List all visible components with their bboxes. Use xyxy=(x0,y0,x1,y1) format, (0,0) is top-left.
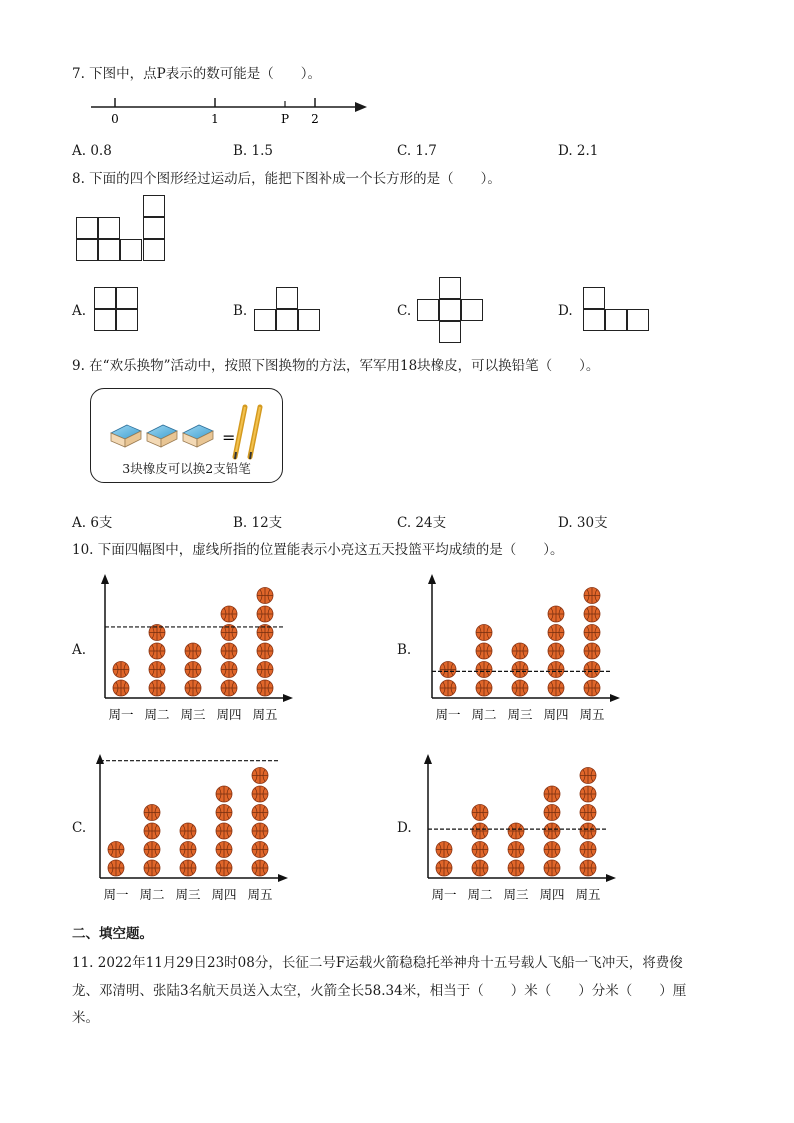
arrow-right-icon xyxy=(606,874,616,882)
basketball-icon xyxy=(548,606,564,622)
q10-stem: 10. 下面四幅图中，虚线所指的位置能表示小亮这五天投篮平均成绩的是（ ）。 xyxy=(72,542,564,558)
basketball-icon xyxy=(508,860,524,876)
q8-option-d-label[interactable]: D. xyxy=(558,303,573,319)
basketball-icon xyxy=(544,860,560,876)
day-label-2: 周二 xyxy=(144,707,170,722)
basketball-icon xyxy=(180,823,196,839)
basketball-icon xyxy=(221,643,237,659)
basketball-icon xyxy=(257,680,273,696)
eraser-icon xyxy=(183,425,213,447)
basketball-icon xyxy=(476,625,492,641)
basketball-icon xyxy=(257,643,273,659)
chart-d-label[interactable]: D. xyxy=(397,820,412,836)
basketball-icon xyxy=(108,842,124,858)
pencil-icon xyxy=(250,407,260,459)
day-label-3: 周三 xyxy=(180,707,206,722)
tick-1: 1 xyxy=(211,112,219,126)
day-label-3: 周三 xyxy=(507,707,533,722)
basketball-icon xyxy=(508,842,524,858)
q8-option-a-shape[interactable] xyxy=(94,287,138,331)
basketball-icon xyxy=(580,805,596,821)
basketball-icon xyxy=(216,842,232,858)
basketball-icon xyxy=(149,662,165,678)
day-label-5: 周五 xyxy=(252,707,278,722)
day-label-4: 周四 xyxy=(211,887,237,902)
basketball-icon xyxy=(512,643,528,659)
arrow-right-icon xyxy=(610,694,620,702)
basketball-icon xyxy=(252,823,268,839)
q7-number-line xyxy=(85,92,375,132)
basketball-icon xyxy=(221,606,237,622)
basketball-icon xyxy=(149,643,165,659)
arrow-up-icon xyxy=(96,754,104,764)
basketball-icon xyxy=(185,643,201,659)
arrow-right-icon xyxy=(355,102,367,112)
basketball-icon xyxy=(584,662,600,678)
basketball-icon xyxy=(548,625,564,641)
basketball-icon xyxy=(221,662,237,678)
basketball-icon xyxy=(584,680,600,696)
basketball-icon xyxy=(580,842,596,858)
arrow-right-icon xyxy=(278,874,288,882)
eraser-icon xyxy=(111,425,141,447)
basketball-icon xyxy=(144,805,160,821)
q9-stem: 9. 在“欢乐换物”活动中，按照下图换物的方法，军军用18块橡皮，可以换铅笔（ ）。 xyxy=(72,358,600,374)
basketball-icon xyxy=(544,786,560,802)
basketball-icon xyxy=(108,860,124,876)
eraser-icon xyxy=(147,425,177,447)
basketball-icon xyxy=(216,823,232,839)
basketball-icon xyxy=(548,643,564,659)
basketball-icon xyxy=(580,768,596,784)
tick-2: 2 xyxy=(311,112,319,126)
eraser-pencil-illustration xyxy=(105,403,270,461)
arrow-up-icon xyxy=(424,754,432,764)
tick-p: P xyxy=(280,112,290,126)
q8-option-c-label[interactable]: C. xyxy=(397,303,412,319)
basketball-icon xyxy=(476,662,492,678)
chart-c[interactable] xyxy=(90,750,300,910)
day-label-5: 周五 xyxy=(247,887,273,902)
q11-line-3: 米。 xyxy=(72,1010,99,1026)
q7-option-c[interactable]: C. 1.7 xyxy=(397,143,437,159)
basketball-icon xyxy=(440,662,456,678)
basketball-icon xyxy=(544,842,560,858)
basketball-icon xyxy=(472,823,488,839)
arrow-up-icon xyxy=(428,574,436,584)
q8-option-b-shape[interactable] xyxy=(254,287,322,331)
day-label-5: 周五 xyxy=(575,887,601,902)
day-label-2: 周二 xyxy=(139,887,165,902)
arrow-right-icon xyxy=(283,694,293,702)
basketball-icon xyxy=(584,588,600,604)
q11-line-2: 龙、邓清明、张陆3名航天员送入太空，火箭全长58.34米，相当于（ ）米（ ）分米（ ）厘 xyxy=(72,983,687,999)
section-title: 二、填空题。 xyxy=(72,926,153,942)
basketball-icon xyxy=(580,860,596,876)
basketball-icon xyxy=(476,643,492,659)
basketball-icon xyxy=(144,823,160,839)
basketball-icon xyxy=(544,805,560,821)
day-label-3: 周三 xyxy=(503,887,529,902)
basketball-icon xyxy=(508,823,524,839)
basketball-icon xyxy=(144,842,160,858)
q8-option-b-label[interactable]: B. xyxy=(233,303,248,319)
basketball-icon xyxy=(436,842,452,858)
day-label-2: 周二 xyxy=(467,887,493,902)
q11-line-1: 11. 2022年11月29日23时08分，长征二号F运载火箭稳稳托举神舟十五号载人飞船一飞冲天，将费俊 xyxy=(72,955,683,971)
basketball-icon xyxy=(512,662,528,678)
basketball-icon xyxy=(252,842,268,858)
chart-c-label[interactable]: C. xyxy=(72,820,87,836)
basketball-icon xyxy=(149,680,165,696)
day-label-1: 周一 xyxy=(103,887,129,902)
day-label-3: 周三 xyxy=(175,887,201,902)
q9-option-d[interactable]: D. 30支 xyxy=(558,515,608,531)
basketball-icon xyxy=(216,786,232,802)
basketball-icon xyxy=(584,643,600,659)
basketball-icon xyxy=(548,662,564,678)
day-label-2: 周二 xyxy=(471,707,497,722)
basketball-icon xyxy=(580,823,596,839)
q7-stem: 7. 下图中，点P表示的数可能是（ ）。 xyxy=(72,66,322,82)
basketball-icon xyxy=(180,842,196,858)
chart-a[interactable] xyxy=(95,570,305,730)
q7-option-b[interactable]: B. 1.5 xyxy=(233,143,273,159)
basketball-icon xyxy=(476,680,492,696)
basketball-icon xyxy=(221,680,237,696)
basketball-icon xyxy=(584,606,600,622)
tick-0: 0 xyxy=(111,112,119,126)
basketball-icon xyxy=(185,680,201,696)
basketball-icon xyxy=(257,588,273,604)
basketball-icon xyxy=(113,680,129,696)
q8-option-a-label[interactable]: A. xyxy=(72,303,87,319)
basketball-icon xyxy=(544,823,560,839)
q8-option-c-shape[interactable] xyxy=(417,277,485,343)
basketball-icon xyxy=(440,680,456,696)
q7-option-d[interactable]: D. 2.1 xyxy=(558,143,599,159)
basketball-icon xyxy=(144,860,160,876)
day-label-1: 周一 xyxy=(435,707,461,722)
chart-d[interactable] xyxy=(418,750,628,910)
basketball-icon xyxy=(180,860,196,876)
card-caption: 3块橡皮可以换2支铅笔 xyxy=(122,461,251,476)
q9-option-b[interactable]: B. 12支 xyxy=(233,515,283,531)
basketball-icon xyxy=(580,786,596,802)
basketball-icon xyxy=(472,860,488,876)
basketball-icon xyxy=(472,842,488,858)
basketball-icon xyxy=(584,625,600,641)
basketball-icon xyxy=(216,860,232,876)
q8-stem: 8. 下面的四个图形经过运动后，能把下图补成一个长方形的是（ ）。 xyxy=(72,171,501,187)
day-label-4: 周四 xyxy=(543,707,569,722)
pencil-icon xyxy=(235,407,245,459)
basketball-icon xyxy=(436,860,452,876)
basketball-icon xyxy=(512,680,528,696)
q8-option-d-shape[interactable] xyxy=(583,287,651,331)
basketball-icon xyxy=(257,662,273,678)
basketball-icon xyxy=(252,786,268,802)
chart-a-label[interactable]: A. xyxy=(72,642,87,658)
basketball-icon xyxy=(216,805,232,821)
equals-sign: = xyxy=(222,428,236,447)
basketball-icon xyxy=(548,680,564,696)
day-label-1: 周一 xyxy=(108,707,134,722)
exchange-rule-card xyxy=(90,388,283,483)
day-label-4: 周四 xyxy=(216,707,242,722)
q7-option-a[interactable]: A. 0.8 xyxy=(72,143,112,159)
basketball-icon xyxy=(185,662,201,678)
basketball-icon xyxy=(113,662,129,678)
q9-option-a[interactable]: A. 6支 xyxy=(72,515,113,531)
basketball-icon xyxy=(257,606,273,622)
q9-option-c[interactable]: C. 24支 xyxy=(397,515,447,531)
arrow-up-icon xyxy=(101,574,109,584)
chart-b-label[interactable]: B. xyxy=(397,642,412,658)
day-label-5: 周五 xyxy=(579,707,605,722)
basketball-icon xyxy=(252,805,268,821)
day-label-4: 周四 xyxy=(539,887,565,902)
basketball-icon xyxy=(252,860,268,876)
day-label-1: 周一 xyxy=(431,887,457,902)
chart-b[interactable] xyxy=(422,570,632,730)
basketball-icon xyxy=(252,768,268,784)
q8-main-figure xyxy=(76,195,166,263)
basketball-icon xyxy=(472,805,488,821)
